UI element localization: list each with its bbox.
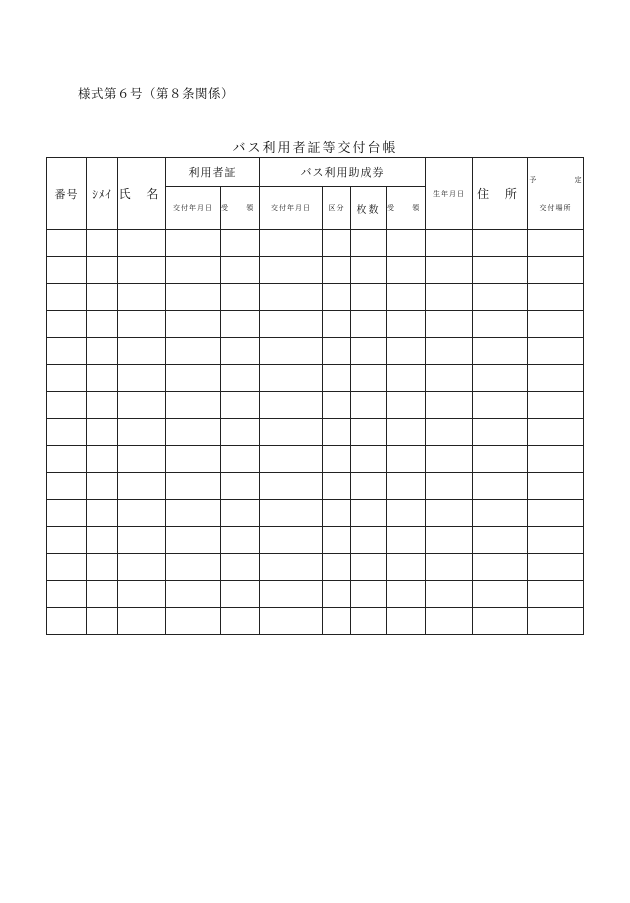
cell-planned-place — [528, 527, 584, 554]
cell-coupon-issue-date — [260, 500, 323, 527]
cell-user-cert-issue-date — [166, 527, 221, 554]
cell-kana — [87, 500, 118, 527]
cell-address — [473, 257, 528, 284]
cell-address — [473, 392, 528, 419]
header-address: 住 所 — [473, 158, 528, 230]
table-row — [47, 311, 584, 338]
cell-coupon-category — [323, 608, 351, 635]
cell-address — [473, 284, 528, 311]
cell-coupon-category — [323, 554, 351, 581]
cell-user-cert-issue-date — [166, 500, 221, 527]
cell-coupon-issue-date — [260, 311, 323, 338]
cell-name — [118, 365, 166, 392]
cell-user-cert-issue-date — [166, 419, 221, 446]
cell-user-cert-issue-date — [166, 446, 221, 473]
cell-kana — [87, 311, 118, 338]
cell-user-cert-issue-date — [166, 554, 221, 581]
cell-birth-date — [426, 230, 473, 257]
header-name: 氏 名 — [118, 158, 166, 230]
table-row — [47, 257, 584, 284]
cell-coupon-issue-date — [260, 338, 323, 365]
cell-name — [118, 581, 166, 608]
cell-number — [47, 554, 87, 581]
cell-kana — [87, 365, 118, 392]
cell-coupon-receipt — [387, 554, 426, 581]
header-planned-place — [528, 158, 600, 230]
cell-name — [118, 338, 166, 365]
cell-coupon-receipt — [387, 311, 426, 338]
cell-coupon-count — [351, 527, 387, 554]
cell-coupon-category — [323, 581, 351, 608]
cell-address — [473, 365, 528, 392]
cell-planned-place — [528, 365, 584, 392]
cell-birth-date — [426, 581, 473, 608]
cell-address — [473, 527, 528, 554]
cell-coupon-issue-date — [260, 284, 323, 311]
cell-birth-date — [426, 311, 473, 338]
cell-coupon-issue-date — [260, 554, 323, 581]
cell-birth-date — [426, 446, 473, 473]
header-coupon-issue-date: 交付年月日 — [260, 187, 323, 230]
cell-number — [47, 284, 87, 311]
cell-birth-date — [426, 473, 473, 500]
cell-birth-date — [426, 419, 473, 446]
cell-coupon-category — [323, 284, 351, 311]
cell-kana — [87, 419, 118, 446]
cell-coupon-receipt — [387, 392, 426, 419]
cell-planned-place — [528, 338, 584, 365]
cell-kana — [87, 284, 118, 311]
cell-coupon-receipt — [387, 527, 426, 554]
cell-coupon-issue-date — [260, 446, 323, 473]
cell-name — [118, 419, 166, 446]
cell-kana — [87, 527, 118, 554]
cell-birth-date — [426, 257, 473, 284]
table-row — [47, 230, 584, 257]
table-row — [47, 608, 584, 635]
cell-user-cert-receipt — [221, 230, 260, 257]
cell-number — [47, 527, 87, 554]
header-user-cert: 利用者証 — [166, 158, 260, 187]
cell-user-cert-receipt — [221, 473, 260, 500]
header-bus-coupon: バス利用助成券 — [260, 158, 426, 187]
cell-coupon-receipt — [387, 257, 426, 284]
cell-number — [47, 581, 87, 608]
cell-planned-place — [528, 419, 584, 446]
cell-user-cert-receipt — [221, 365, 260, 392]
cell-name — [118, 527, 166, 554]
cell-kana — [87, 581, 118, 608]
table-row — [47, 500, 584, 527]
table-row — [47, 554, 584, 581]
cell-kana — [87, 554, 118, 581]
cell-kana — [87, 473, 118, 500]
cell-user-cert-receipt — [221, 554, 260, 581]
table-row — [47, 581, 584, 608]
cell-kana — [87, 392, 118, 419]
cell-coupon-issue-date — [260, 581, 323, 608]
cell-coupon-category — [323, 311, 351, 338]
cell-coupon-count — [351, 473, 387, 500]
cell-number — [47, 473, 87, 500]
cell-coupon-category — [323, 338, 351, 365]
cell-coupon-issue-date — [260, 230, 323, 257]
cell-birth-date — [426, 284, 473, 311]
cell-coupon-count — [351, 419, 387, 446]
cell-number — [47, 392, 87, 419]
cell-coupon-receipt — [387, 473, 426, 500]
cell-coupon-receipt — [387, 581, 426, 608]
cell-coupon-category — [323, 419, 351, 446]
cell-user-cert-receipt — [221, 608, 260, 635]
cell-coupon-count — [351, 257, 387, 284]
cell-coupon-issue-date — [260, 527, 323, 554]
cell-planned-place — [528, 311, 584, 338]
cell-birth-date — [426, 554, 473, 581]
cell-user-cert-receipt — [221, 257, 260, 284]
cell-user-cert-receipt — [221, 527, 260, 554]
cell-name — [118, 446, 166, 473]
cell-coupon-issue-date — [260, 419, 323, 446]
cell-kana — [87, 230, 118, 257]
cell-kana — [87, 257, 118, 284]
table-row — [47, 419, 584, 446]
cell-number — [47, 608, 87, 635]
cell-user-cert-issue-date — [166, 392, 221, 419]
cell-user-cert-issue-date — [166, 581, 221, 608]
cell-address — [473, 581, 528, 608]
cell-planned-place — [528, 446, 584, 473]
cell-coupon-issue-date — [260, 392, 323, 419]
cell-coupon-receipt — [387, 608, 426, 635]
cell-coupon-issue-date — [260, 473, 323, 500]
cell-user-cert-receipt — [221, 284, 260, 311]
cell-coupon-category — [323, 365, 351, 392]
cell-birth-date — [426, 365, 473, 392]
cell-coupon-count — [351, 365, 387, 392]
cell-coupon-issue-date — [260, 365, 323, 392]
cell-address — [473, 500, 528, 527]
cell-coupon-issue-date — [260, 608, 323, 635]
cell-planned-place — [528, 500, 584, 527]
header-coupon-count: 枚数 — [351, 187, 387, 230]
cell-address — [473, 230, 528, 257]
document-title: バス利用者証等交付台帳 — [232, 141, 398, 156]
cell-name — [118, 473, 166, 500]
cell-name — [118, 392, 166, 419]
header-planned-bottom: 交付場所 — [539, 203, 572, 212]
cell-coupon-receipt — [387, 284, 426, 311]
cell-coupon-count — [351, 338, 387, 365]
table-row — [47, 338, 584, 365]
cell-coupon-receipt — [387, 419, 426, 446]
cell-planned-place — [528, 230, 584, 257]
cell-address — [473, 419, 528, 446]
cell-user-cert-issue-date — [166, 365, 221, 392]
table-row — [47, 446, 584, 473]
cell-birth-date — [426, 338, 473, 365]
cell-coupon-receipt — [387, 365, 426, 392]
cell-planned-place — [528, 392, 584, 419]
header-kana: ｼﾒｲ — [87, 158, 118, 230]
cell-kana — [87, 338, 118, 365]
cell-user-cert-receipt — [221, 392, 260, 419]
cell-name — [118, 500, 166, 527]
cell-coupon-category — [323, 257, 351, 284]
cell-user-cert-issue-date — [166, 257, 221, 284]
header-user-cert-issue-date: 交付年月日 — [166, 187, 221, 230]
cell-coupon-count — [351, 581, 387, 608]
cell-address — [473, 311, 528, 338]
cell-planned-place — [528, 554, 584, 581]
cell-kana — [87, 446, 118, 473]
cell-coupon-count — [351, 392, 387, 419]
cell-address — [473, 338, 528, 365]
cell-coupon-count — [351, 446, 387, 473]
cell-name — [118, 608, 166, 635]
cell-coupon-receipt — [387, 230, 426, 257]
cell-user-cert-issue-date — [166, 311, 221, 338]
cell-number — [47, 230, 87, 257]
cell-address — [473, 554, 528, 581]
cell-coupon-receipt — [387, 338, 426, 365]
cell-coupon-count — [351, 311, 387, 338]
cell-number — [47, 338, 87, 365]
cell-name — [118, 230, 166, 257]
table-row — [47, 365, 584, 392]
header-birth-date: 生年月日 — [426, 158, 473, 230]
cell-number — [47, 419, 87, 446]
cell-user-cert-receipt — [221, 338, 260, 365]
header-coupon-receipt: 受 領 — [387, 187, 426, 230]
cell-coupon-category — [323, 527, 351, 554]
cell-user-cert-receipt — [221, 446, 260, 473]
cell-user-cert-issue-date — [166, 338, 221, 365]
cell-name — [118, 554, 166, 581]
table-row — [47, 284, 584, 311]
header-planned-top: 予 定 — [529, 175, 600, 184]
cell-address — [473, 446, 528, 473]
cell-user-cert-receipt — [221, 311, 260, 338]
table-row — [47, 392, 584, 419]
cell-user-cert-issue-date — [166, 473, 221, 500]
header-coupon-category: 区分 — [323, 187, 351, 230]
cell-number — [47, 257, 87, 284]
cell-number — [47, 446, 87, 473]
cell-coupon-count — [351, 500, 387, 527]
cell-user-cert-issue-date — [166, 608, 221, 635]
cell-user-cert-receipt — [221, 419, 260, 446]
header-number: 番号 — [47, 158, 87, 230]
cell-user-cert-receipt — [221, 500, 260, 527]
form-number: 様式第６号（第８条関係） — [78, 86, 235, 101]
table-row — [47, 527, 584, 554]
cell-coupon-count — [351, 230, 387, 257]
cell-birth-date — [426, 392, 473, 419]
cell-coupon-receipt — [387, 446, 426, 473]
cell-address — [473, 608, 528, 635]
cell-coupon-issue-date — [260, 257, 323, 284]
cell-coupon-category — [323, 392, 351, 419]
cell-coupon-count — [351, 554, 387, 581]
cell-birth-date — [426, 500, 473, 527]
cell-planned-place — [528, 284, 584, 311]
cell-user-cert-receipt — [221, 581, 260, 608]
cell-birth-date — [426, 608, 473, 635]
cell-name — [118, 284, 166, 311]
cell-number — [47, 500, 87, 527]
cell-coupon-category — [323, 473, 351, 500]
cell-number — [47, 311, 87, 338]
cell-coupon-receipt — [387, 500, 426, 527]
cell-coupon-category — [323, 500, 351, 527]
table-row — [47, 473, 584, 500]
cell-planned-place — [528, 608, 584, 635]
cell-coupon-category — [323, 446, 351, 473]
cell-number — [47, 365, 87, 392]
cell-coupon-count — [351, 284, 387, 311]
cell-user-cert-issue-date — [166, 230, 221, 257]
cell-birth-date — [426, 527, 473, 554]
cell-planned-place — [528, 257, 584, 284]
cell-name — [118, 257, 166, 284]
cell-name — [118, 311, 166, 338]
cell-planned-place — [528, 473, 584, 500]
cell-coupon-count — [351, 608, 387, 635]
cell-user-cert-issue-date — [166, 284, 221, 311]
header-user-cert-receipt: 受 領 — [221, 187, 260, 230]
cell-address — [473, 473, 528, 500]
cell-planned-place — [528, 581, 584, 608]
issuance-ledger-table — [46, 157, 600, 635]
cell-kana — [87, 608, 118, 635]
header-row-1 — [47, 158, 584, 187]
cell-coupon-category — [323, 230, 351, 257]
